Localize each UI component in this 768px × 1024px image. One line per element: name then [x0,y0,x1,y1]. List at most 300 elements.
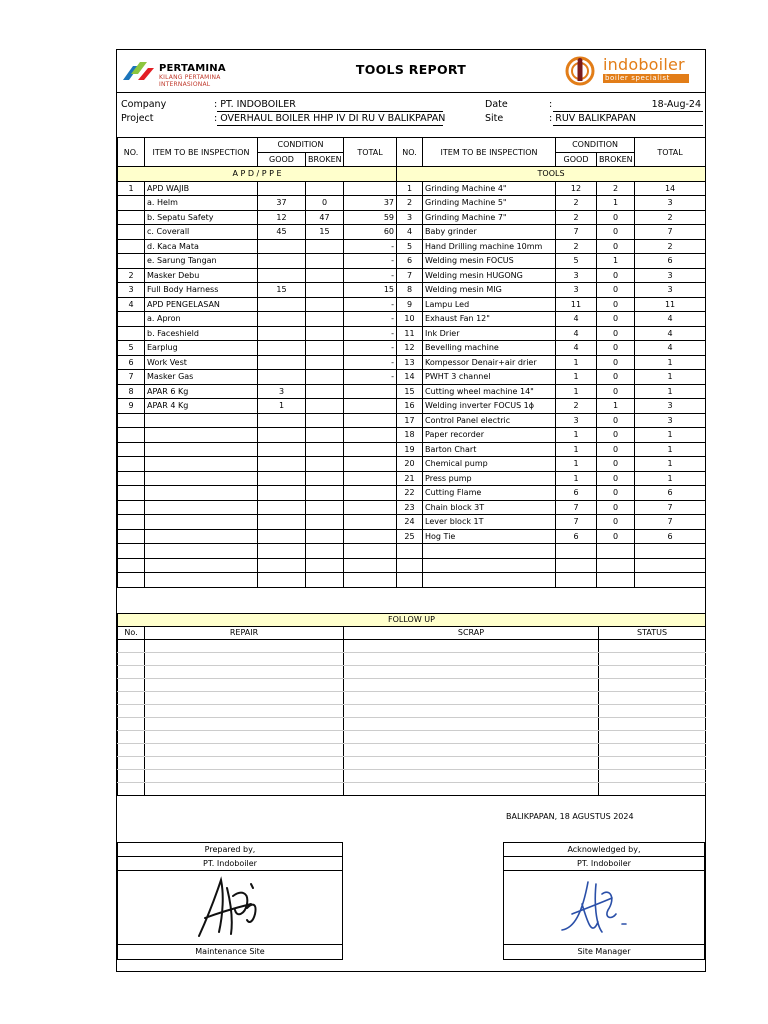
cell-good [258,515,306,530]
table-row [118,239,706,254]
table-row [118,399,706,414]
cell-good: 1 [556,384,597,399]
cell-no [118,500,145,515]
cell-broken [306,515,344,530]
cell-good [258,442,306,457]
table-row [118,297,706,312]
cell-total: 14 [635,181,706,196]
company-label: Company [121,99,167,110]
cell-item: APD WAJIB [145,181,258,196]
cell-good [556,573,597,588]
cell-no: 1 [397,181,423,196]
cell-broken [306,500,344,515]
cell-no: 1 [118,181,145,196]
fu-cell-scrap [344,744,599,757]
col-item: ITEM TO BE INSPECTION [423,138,556,167]
cell-broken: 0 [597,471,635,486]
cell-no [397,544,423,559]
cell-broken [306,370,344,385]
col-condition: CONDITION [258,138,344,153]
cell-broken [306,254,344,269]
cell-no [118,225,145,240]
table-row [118,312,706,327]
cell-total [635,544,706,559]
pertamina-sub1: KILANG PERTAMINA [159,74,221,81]
follow-up-row [118,757,706,770]
fu-cell-scrap [344,731,599,744]
pertamina-name: PERTAMINA [159,63,226,74]
cell-broken: 0 [597,210,635,225]
cell-no [397,573,423,588]
cell-total: 11 [635,297,706,312]
cell-no: 20 [397,457,423,472]
cell-good: 4 [556,341,597,356]
cell-good: 2 [556,196,597,211]
site-value: : RUV BALIKPAPAN [549,113,636,124]
page-title: TOOLS REPORT [355,62,467,77]
fu-cell-scrap [344,718,599,731]
cell-good: 3 [258,384,306,399]
cell-total: - [344,370,397,385]
table-row [118,181,706,196]
fu-cell-no [118,783,145,796]
cell-item [145,428,258,443]
cell-total: 7 [635,515,706,530]
cell-no [118,428,145,443]
cell-total: 1 [635,442,706,457]
cell-good [258,181,306,196]
follow-up-band: FOLLOW UP [118,614,706,627]
col-total: TOTAL [344,138,397,167]
fu-cell-scrap [344,783,599,796]
cell-no [118,239,145,254]
cell-item [145,529,258,544]
cell-broken [306,486,344,501]
cell-total: 1 [635,428,706,443]
cell-no [118,210,145,225]
cell-broken [597,544,635,559]
cell-broken: 47 [306,210,344,225]
report-header [117,50,705,93]
cell-total: 3 [635,283,706,298]
cell-total: 1 [635,457,706,472]
fu-cell-status [599,679,706,692]
cell-good: 3 [556,283,597,298]
fu-cell-no [118,640,145,653]
cell-no: 5 [118,341,145,356]
cell-no: 21 [397,471,423,486]
cell-item [145,544,258,559]
cell-total: 3 [635,196,706,211]
cell-item: Baby grinder [423,225,556,240]
cell-item: c. Coverall [145,225,258,240]
fu-cell-repair [145,744,344,757]
cell-item [145,558,258,573]
fu-cell-no [118,705,145,718]
cell-no [118,196,145,211]
follow-up-row [118,718,706,731]
cell-good [258,544,306,559]
cell-item [423,573,556,588]
cell-no: 8 [118,384,145,399]
cell-total [344,181,397,196]
prepared-signature-box [117,842,343,960]
cell-no: 19 [397,442,423,457]
cell-broken: 0 [597,297,635,312]
cell-no: 7 [397,268,423,283]
cell-good [258,268,306,283]
company-value: : PT. INDOBOILER [214,99,296,110]
cell-broken: 1 [597,254,635,269]
cell-no: 25 [397,529,423,544]
cell-item [423,558,556,573]
cell-good [258,428,306,443]
fu-cell-status [599,744,706,757]
cell-no: 18 [397,428,423,443]
cell-good: 12 [258,210,306,225]
cell-good: 45 [258,225,306,240]
cell-good: 3 [556,413,597,428]
cell-broken [306,457,344,472]
cell-good [258,297,306,312]
cell-total: 15 [344,283,397,298]
acknowledged-by-label: Acknowledged by, [504,843,704,857]
fu-cell-status [599,692,706,705]
fu-cell-repair [145,705,344,718]
cell-broken: 15 [306,225,344,240]
cell-total [344,529,397,544]
cell-broken [597,558,635,573]
col-broken: BROKEN [306,152,344,167]
cell-total: 3 [635,268,706,283]
fu-cell-scrap [344,679,599,692]
cell-good [258,413,306,428]
cell-item: Barton Chart [423,442,556,457]
cell-total: 59 [344,210,397,225]
cell-total [635,558,706,573]
follow-up-row [118,640,706,653]
fu-cell-status [599,705,706,718]
cell-item: Bevelling machine [423,341,556,356]
fu-cell-no [118,731,145,744]
cell-no [397,558,423,573]
cell-broken: 0 [597,268,635,283]
date-value: 18-Aug-24 [651,99,701,110]
cell-no: 9 [118,399,145,414]
follow-up-row [118,692,706,705]
fu-col-no: No. [118,627,145,640]
indoboiler-mark-icon [565,56,595,86]
cell-broken [306,471,344,486]
date-colon: : [549,99,553,110]
fu-cell-no [118,666,145,679]
fu-cell-status [599,731,706,744]
cell-total: 7 [635,225,706,240]
acknowledged-signature-box [503,842,705,960]
cell-broken: 0 [597,312,635,327]
cell-good: 3 [556,268,597,283]
col-total: TOTAL [635,138,706,167]
fu-cell-repair [145,692,344,705]
fu-cell-no [118,653,145,666]
cell-broken: 0 [597,413,635,428]
cell-good [258,486,306,501]
cell-good: 7 [556,515,597,530]
cell-good [258,529,306,544]
cell-total [344,544,397,559]
cell-broken: 0 [597,442,635,457]
cell-good [258,355,306,370]
cell-total [344,384,397,399]
cell-item [145,457,258,472]
acknowledged-company: PT. Indoboiler [504,857,704,871]
cell-good [258,254,306,269]
cell-no [118,471,145,486]
cell-item: Lampu Led [423,297,556,312]
cell-total: 4 [635,312,706,327]
fu-cell-status [599,718,706,731]
fu-cell-scrap [344,770,599,783]
prepared-by-label: Prepared by, [118,843,342,857]
cell-item: Welding mesin MIG [423,283,556,298]
pertamina-sub2: INTERNASIONAL [159,80,211,88]
fu-cell-status [599,770,706,783]
col-condition: CONDITION [556,138,635,153]
table-row [118,529,706,544]
cell-item: Cutting wheel machine 14" [423,384,556,399]
cell-broken [306,297,344,312]
table-row [118,442,706,457]
cell-item: Hog Tie [423,529,556,544]
cell-item: Chain block 3T [423,500,556,515]
cell-total: 1 [635,355,706,370]
cell-good [258,239,306,254]
cell-broken [306,529,344,544]
cell-item: Lever block 1T [423,515,556,530]
cell-broken: 0 [597,529,635,544]
cell-total [344,515,397,530]
table-row [118,471,706,486]
project-label: Project [121,113,154,124]
cell-no: 6 [118,355,145,370]
cell-no: 16 [397,399,423,414]
table-row [118,428,706,443]
table-row [118,500,706,515]
cell-no: 15 [397,384,423,399]
col-broken: BROKEN [597,152,635,167]
col-good: GOOD [556,152,597,167]
cell-good: 1 [556,457,597,472]
fu-cell-no [118,692,145,705]
cell-good [258,341,306,356]
cell-total: 3 [635,413,706,428]
cell-good [556,544,597,559]
date-label: Date [485,99,508,110]
cell-broken: 0 [597,384,635,399]
cell-no [118,442,145,457]
cell-broken: 1 [597,399,635,414]
tools-band: TOOLS [397,167,706,182]
cell-item: d. Kaca Mata [145,239,258,254]
cell-total: 2 [635,239,706,254]
prepared-role: Maintenance Site [195,947,265,956]
cell-no [118,413,145,428]
cell-no [118,515,145,530]
cell-total [344,471,397,486]
cell-no: 23 [397,500,423,515]
cell-item: Kompessor Denair+air drier [423,355,556,370]
cell-broken [306,341,344,356]
table-row [118,326,706,341]
col-no: NO. [397,138,423,167]
cell-item [145,413,258,428]
cell-item: Exhaust Fan 12" [423,312,556,327]
cell-good: 1 [556,471,597,486]
cell-total: 6 [635,529,706,544]
fu-cell-repair [145,666,344,679]
cell-good: 1 [258,399,306,414]
follow-up-row [118,666,706,679]
cell-total [344,428,397,443]
cell-total [344,399,397,414]
site-label: Site [485,113,504,124]
cell-broken [306,544,344,559]
cell-item: Welding inverter FOCUS 1ɸ [423,399,556,414]
fu-cell-status [599,653,706,666]
cell-no: 2 [118,268,145,283]
fu-cell-no [118,718,145,731]
cell-no: 10 [397,312,423,327]
cell-good: 6 [556,486,597,501]
cell-broken: 0 [597,326,635,341]
fu-col-scrap: SCRAP [344,627,599,640]
table-row [118,413,706,428]
fu-cell-scrap [344,666,599,679]
table-row [118,355,706,370]
cell-no [118,457,145,472]
cell-good [258,312,306,327]
inspection-table [117,137,706,588]
cell-item: Earplug [145,341,258,356]
cell-item: Masker Debu [145,268,258,283]
cell-item [145,515,258,530]
cell-broken: 0 [597,239,635,254]
table-row [118,384,706,399]
cell-item: Ink Drier [423,326,556,341]
apd-band: A P D / P P E [118,167,397,182]
fu-cell-scrap [344,640,599,653]
prepared-company: PT. Indoboiler [118,857,342,871]
cell-total: 3 [635,399,706,414]
cell-total [344,558,397,573]
cell-no: 14 [397,370,423,385]
cell-total: 6 [635,486,706,501]
cell-good [258,370,306,385]
cell-item: Grinding Machine 4" [423,181,556,196]
cell-total: 4 [635,341,706,356]
cell-broken [306,326,344,341]
cell-total: 6 [635,254,706,269]
fu-cell-status [599,783,706,796]
cell-broken [306,181,344,196]
cell-item [145,500,258,515]
cell-no [118,312,145,327]
cell-good [258,457,306,472]
cell-no: 7 [118,370,145,385]
cell-no: 12 [397,341,423,356]
cell-total: 1 [635,384,706,399]
table-row [118,210,706,225]
cell-broken [306,283,344,298]
cell-total: 1 [635,471,706,486]
fu-cell-repair [145,653,344,666]
cell-broken [306,399,344,414]
fu-cell-repair [145,783,344,796]
cell-good [258,558,306,573]
col-item: ITEM TO BE INSPECTION [145,138,258,167]
cell-total [344,413,397,428]
cell-broken [306,239,344,254]
signature-icon [191,874,271,944]
fu-cell-scrap [344,705,599,718]
cell-item [145,442,258,457]
cell-broken [306,428,344,443]
table-row [118,225,706,240]
cell-good: 6 [556,529,597,544]
follow-up-row [118,679,706,692]
indoboiler-logo [563,54,703,90]
table-row [118,544,706,559]
table-row [118,268,706,283]
cell-broken: 0 [597,341,635,356]
cell-good: 4 [556,312,597,327]
table-row [118,573,706,588]
fu-cell-status [599,666,706,679]
cell-total: 7 [635,500,706,515]
cell-no: 9 [397,297,423,312]
cell-total: 4 [635,326,706,341]
cell-broken [597,573,635,588]
cell-item: a. Helm [145,196,258,211]
follow-up-row [118,731,706,744]
cell-item: Welding mesin FOCUS [423,254,556,269]
fu-cell-scrap [344,692,599,705]
indoboiler-name: indoboiler [603,55,685,74]
cell-item: APAR 4 Kg [145,399,258,414]
cell-total [635,573,706,588]
cell-good [258,471,306,486]
cell-no [118,486,145,501]
cell-broken: 0 [597,370,635,385]
cell-good: 12 [556,181,597,196]
table-row [118,515,706,530]
cell-broken: 2 [597,181,635,196]
cell-no: 22 [397,486,423,501]
cell-good: 4 [556,326,597,341]
project-value: : OVERHAUL BOILER HHP IV DI RU V BALIKPAPAN [214,113,446,124]
cell-good: 2 [556,239,597,254]
cell-item: Cutting Flame [423,486,556,501]
fu-cell-no [118,679,145,692]
underline [217,125,443,126]
table-row [118,486,706,501]
cell-good: 1 [556,370,597,385]
cell-total: - [344,355,397,370]
cell-broken: 0 [597,457,635,472]
cell-item: Work Vest [145,355,258,370]
cell-good [556,558,597,573]
fu-cell-status [599,757,706,770]
